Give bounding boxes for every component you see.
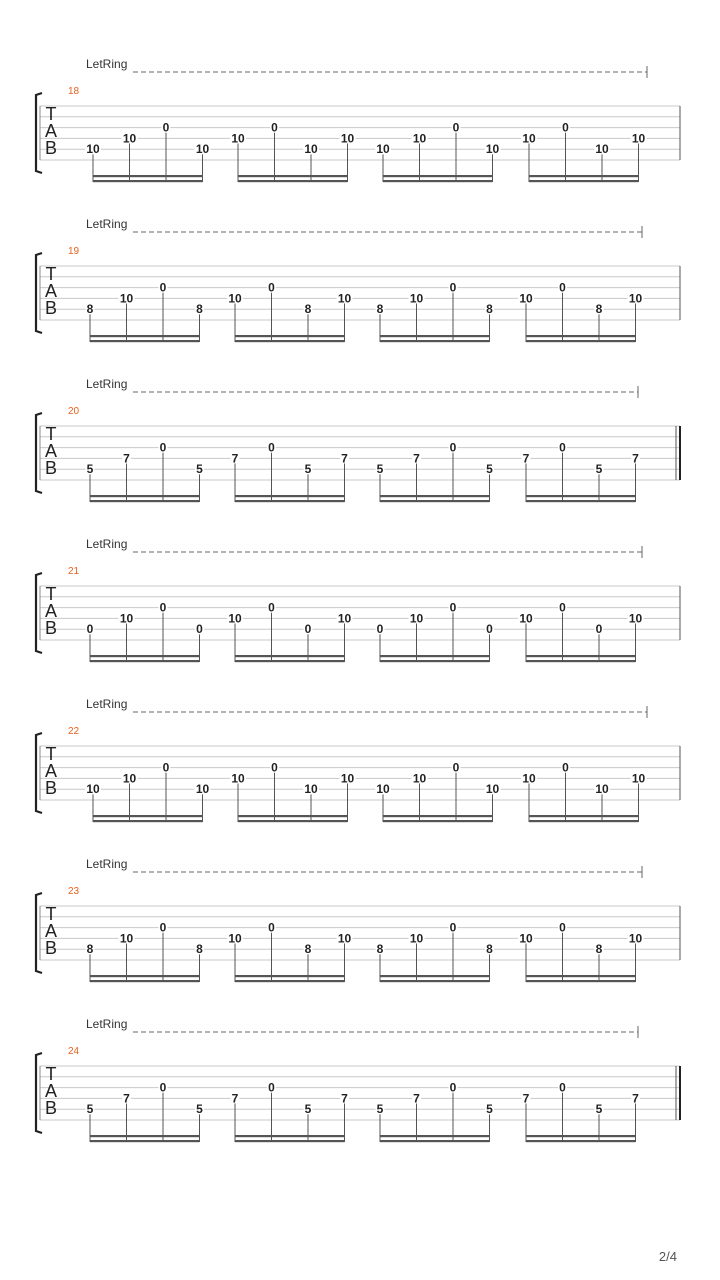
fret-number: 8 — [86, 942, 94, 957]
tab-clef-letter: B — [44, 298, 58, 318]
fret-number: 10 — [195, 782, 210, 797]
fret-number: 8 — [376, 942, 384, 957]
fret-number: 0 — [452, 760, 460, 775]
tab-clef-letter: B — [44, 618, 58, 638]
beam-primary — [529, 820, 639, 822]
beam-primary — [380, 980, 490, 982]
let-ring-label: LetRing — [86, 537, 128, 551]
fret-number: 10 — [631, 771, 646, 786]
beam-primary — [526, 980, 636, 982]
beam-primary — [90, 980, 200, 982]
fret-number: 0 — [159, 1080, 167, 1095]
measure-number: 21 — [68, 566, 80, 577]
fret-number: 5 — [376, 462, 384, 477]
beam-secondary — [90, 1135, 200, 1137]
fret-number: 10 — [519, 611, 533, 626]
tab-system-20 — [36, 377, 680, 502]
fret-number: 0 — [452, 120, 460, 135]
fret-number: 0 — [449, 1080, 457, 1095]
fret-number: 0 — [559, 440, 566, 455]
beam-primary — [235, 340, 345, 342]
page-number: 2/4 — [658, 1249, 677, 1264]
beam-secondary — [526, 655, 636, 657]
let-ring-label: LetRing — [86, 217, 128, 231]
fret-number: 7 — [231, 1091, 239, 1106]
fret-number: 10 — [122, 131, 137, 146]
beam-secondary — [526, 335, 636, 337]
tab-clef-letter: A — [44, 1081, 58, 1101]
beam-primary — [529, 180, 639, 182]
beam-secondary — [90, 335, 200, 337]
beam-secondary — [526, 975, 636, 977]
fret-number: 8 — [595, 942, 603, 957]
fret-number: 10 — [628, 611, 643, 626]
tab-clef-letter: A — [44, 281, 58, 301]
fret-number: 5 — [304, 462, 312, 477]
fret-number: 7 — [413, 451, 420, 466]
fret-number: 0 — [162, 120, 170, 135]
beam-secondary — [383, 815, 493, 817]
tab-clef-letter: T — [45, 904, 57, 924]
fret-number: 10 — [195, 142, 210, 157]
fret-number: 8 — [304, 942, 312, 957]
beam-secondary — [235, 655, 345, 657]
beam-primary — [383, 820, 493, 822]
fret-number: 0 — [559, 1080, 566, 1095]
fret-number: 10 — [412, 131, 427, 146]
beam-primary — [93, 820, 203, 822]
fret-number: 0 — [449, 600, 457, 615]
fret-number: 10 — [628, 291, 643, 306]
tab-clef-letter: B — [44, 1098, 58, 1118]
fret-number: 0 — [449, 920, 457, 935]
tab-system-19 — [36, 217, 680, 342]
tab-clef-letter: B — [44, 938, 58, 958]
fret-number: 10 — [122, 771, 137, 786]
beam-primary — [235, 500, 345, 502]
beam-secondary — [380, 975, 490, 977]
beam-primary — [526, 340, 636, 342]
fret-number: 10 — [337, 611, 352, 626]
fret-number: 10 — [119, 931, 134, 946]
beam-secondary — [529, 175, 639, 177]
fret-number: 10 — [337, 931, 352, 946]
fret-number: 5 — [196, 462, 203, 477]
measure-number: 18 — [68, 86, 80, 97]
tab-clef-letter: T — [45, 744, 57, 764]
fret-number: 10 — [519, 931, 533, 946]
beam-secondary — [383, 175, 493, 177]
fret-number: 5 — [86, 462, 94, 477]
fret-number: 10 — [86, 782, 100, 797]
fret-number: 0 — [159, 280, 167, 295]
fret-number: 10 — [519, 291, 533, 306]
beam-primary — [235, 660, 345, 662]
fret-number: 0 — [559, 920, 566, 935]
tab-clef-letter: T — [45, 424, 57, 444]
tab-clef-letter: A — [44, 441, 58, 461]
system-bracket — [36, 413, 42, 493]
beam-primary — [235, 980, 345, 982]
fret-number: 10 — [631, 131, 646, 146]
fret-number: 7 — [522, 1091, 530, 1106]
fret-number: 10 — [86, 142, 100, 157]
tab-clef-letter: T — [45, 104, 57, 124]
fret-number: 10 — [304, 142, 318, 157]
beam-secondary — [526, 1135, 636, 1137]
let-ring-label: LetRing — [86, 57, 128, 71]
beam-primary — [380, 660, 490, 662]
fret-number: 10 — [231, 771, 245, 786]
fret-number: 10 — [340, 771, 355, 786]
fret-number: 0 — [268, 600, 275, 615]
fret-number: 0 — [562, 760, 569, 775]
measure-number: 20 — [68, 406, 80, 417]
fret-number: 0 — [268, 280, 275, 295]
let-ring-label: LetRing — [86, 1017, 128, 1031]
measure-number: 22 — [68, 726, 80, 737]
beam-secondary — [93, 815, 203, 817]
fret-number: 7 — [231, 451, 239, 466]
beam-secondary — [93, 175, 203, 177]
fret-number: 5 — [486, 1102, 493, 1117]
beam-secondary — [380, 655, 490, 657]
fret-number: 10 — [409, 291, 424, 306]
system-bracket — [36, 93, 42, 173]
fret-number: 8 — [486, 302, 493, 317]
let-ring-label: LetRing — [86, 697, 128, 711]
beam-primary — [380, 340, 490, 342]
beam-primary — [90, 340, 200, 342]
fret-number: 0 — [159, 440, 167, 455]
beam-primary — [380, 1140, 490, 1142]
beam-secondary — [380, 335, 490, 337]
fret-number: 0 — [196, 622, 203, 637]
fret-number: 0 — [162, 760, 170, 775]
beam-secondary — [238, 175, 348, 177]
fret-number: 7 — [632, 1091, 639, 1106]
fret-number: 8 — [196, 942, 203, 957]
beam-primary — [526, 500, 636, 502]
tab-clef-letter: A — [44, 921, 58, 941]
fret-number: 7 — [123, 1091, 130, 1106]
fret-number: 0 — [86, 622, 94, 637]
beam-secondary — [235, 975, 345, 977]
fret-number: 10 — [376, 142, 390, 157]
tab-system-21 — [36, 537, 680, 662]
fret-number: 10 — [119, 611, 134, 626]
beam-secondary — [526, 495, 636, 497]
fret-number: 10 — [412, 771, 427, 786]
let-ring-label: LetRing — [86, 857, 128, 871]
fret-number: 10 — [231, 131, 245, 146]
fret-number: 7 — [413, 1091, 420, 1106]
fret-number: 8 — [486, 942, 493, 957]
fret-number: 5 — [595, 462, 603, 477]
system-bracket — [36, 1053, 42, 1133]
fret-number: 8 — [196, 302, 203, 317]
fret-number: 10 — [228, 611, 242, 626]
system-bracket — [36, 253, 42, 333]
tab-clef-letter: T — [45, 264, 57, 284]
beam-primary — [93, 180, 203, 182]
fret-number: 10 — [228, 931, 242, 946]
let-ring-label: LetRing — [86, 377, 128, 391]
beam-primary — [526, 660, 636, 662]
fret-number: 0 — [486, 622, 493, 637]
fret-number: 0 — [559, 280, 566, 295]
fret-number: 7 — [341, 1091, 348, 1106]
fret-number: 0 — [595, 622, 603, 637]
fret-number: 10 — [409, 931, 424, 946]
beam-secondary — [235, 495, 345, 497]
fret-number: 0 — [271, 120, 278, 135]
fret-number: 0 — [271, 760, 278, 775]
measure-number: 24 — [68, 1046, 80, 1057]
tab-clef-letter: A — [44, 121, 58, 141]
fret-number: 8 — [376, 302, 384, 317]
system-bracket — [36, 733, 42, 813]
tab-clef-letter: T — [45, 584, 57, 604]
tab-system-22 — [36, 697, 680, 822]
beam-primary — [383, 180, 493, 182]
tab-clef-letter: A — [44, 761, 58, 781]
beam-primary — [238, 820, 348, 822]
beam-secondary — [235, 335, 345, 337]
fret-number: 0 — [159, 600, 167, 615]
fret-number: 10 — [628, 931, 643, 946]
beam-primary — [526, 1140, 636, 1142]
beam-secondary — [90, 655, 200, 657]
tab-clef-letter: B — [44, 458, 58, 478]
fret-number: 0 — [268, 440, 275, 455]
fret-number: 0 — [268, 920, 275, 935]
fret-number: 8 — [86, 302, 94, 317]
fret-number: 10 — [595, 782, 609, 797]
fret-number: 10 — [522, 771, 536, 786]
beam-secondary — [90, 495, 200, 497]
fret-number: 10 — [485, 142, 500, 157]
fret-number: 10 — [340, 131, 355, 146]
tab-system-23 — [36, 857, 680, 982]
fret-number: 10 — [522, 131, 536, 146]
beam-secondary — [90, 975, 200, 977]
fret-number: 7 — [123, 451, 130, 466]
fret-number: 0 — [449, 440, 457, 455]
fret-number: 10 — [485, 782, 500, 797]
fret-number: 10 — [304, 782, 318, 797]
beam-secondary — [380, 495, 490, 497]
beam-secondary — [235, 1135, 345, 1137]
beam-secondary — [529, 815, 639, 817]
measure-number: 19 — [68, 246, 80, 257]
beam-primary — [90, 500, 200, 502]
fret-number: 5 — [376, 1102, 384, 1117]
fret-number: 0 — [304, 622, 312, 637]
fret-number: 8 — [304, 302, 312, 317]
fret-number: 0 — [376, 622, 384, 637]
tab-clef-letter: T — [45, 1064, 57, 1084]
fret-number: 10 — [228, 291, 242, 306]
tab-system-18 — [36, 57, 680, 182]
fret-number: 0 — [449, 280, 457, 295]
fret-number: 10 — [376, 782, 390, 797]
fret-number: 0 — [559, 600, 566, 615]
beam-primary — [380, 500, 490, 502]
beam-primary — [90, 1140, 200, 1142]
fret-number: 7 — [632, 451, 639, 466]
fret-number: 5 — [86, 1102, 94, 1117]
fret-number: 7 — [341, 451, 348, 466]
tab-clef-letter: A — [44, 601, 58, 621]
system-bracket — [36, 893, 42, 973]
fret-number: 5 — [595, 1102, 603, 1117]
beam-primary — [90, 660, 200, 662]
fret-number: 10 — [119, 291, 134, 306]
beam-primary — [235, 1140, 345, 1142]
fret-number: 5 — [304, 1102, 312, 1117]
beam-secondary — [380, 1135, 490, 1137]
fret-number: 10 — [409, 611, 424, 626]
beam-secondary — [238, 815, 348, 817]
tab-clef-letter: B — [44, 778, 58, 798]
fret-number: 10 — [337, 291, 352, 306]
measure-number: 23 — [68, 886, 80, 897]
fret-number: 0 — [268, 1080, 275, 1095]
fret-number: 5 — [196, 1102, 203, 1117]
fret-number: 10 — [595, 142, 609, 157]
fret-number: 0 — [562, 120, 569, 135]
fret-number: 0 — [159, 920, 167, 935]
beam-primary — [238, 180, 348, 182]
fret-number: 7 — [522, 451, 530, 466]
system-bracket — [36, 573, 42, 653]
tab-clef-letter: B — [44, 138, 58, 158]
fret-number: 8 — [595, 302, 603, 317]
fret-number: 5 — [486, 462, 493, 477]
tab-system-24 — [36, 1017, 680, 1142]
